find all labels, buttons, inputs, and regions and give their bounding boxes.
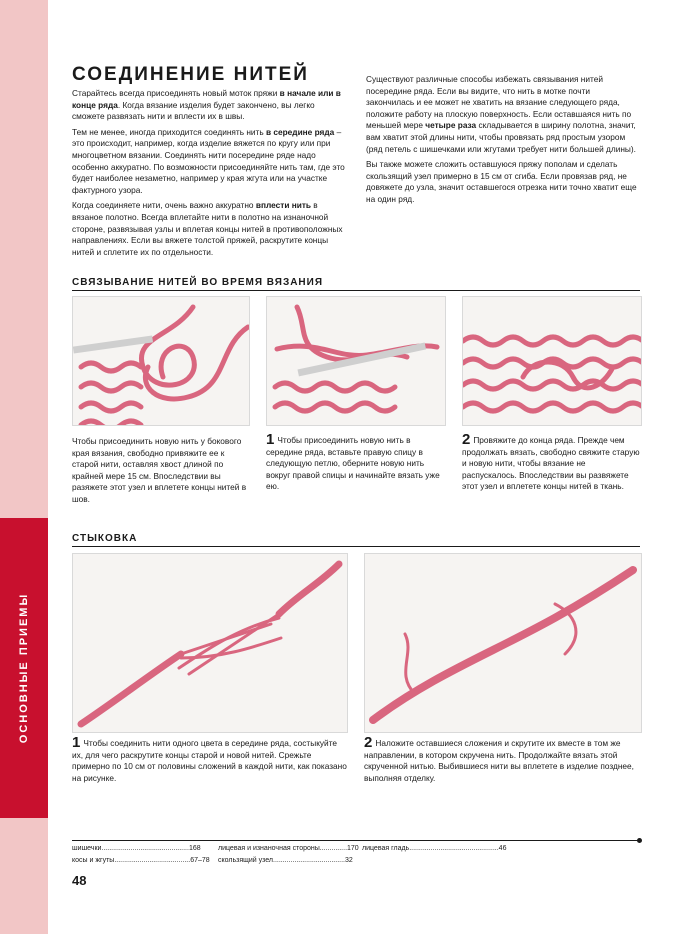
- step-number: 1: [266, 431, 275, 448]
- index-entry-2[interactable]: лицевая и изнаночная стороны..............170: [218, 845, 359, 852]
- section1-caption-0: Чтобы присоединить новую нить у бокового края вязания, свободно привяжите ее к старой нити, оставляя хвост длиной по крайней мере 15 см. Впоследствии вы разяжете этот узел и вплетете концы нитей в шов.: [72, 436, 247, 504]
- intro-left-p1: Старайтесь всегда присоединять новый моток пряжи в начале или в конце ряда. Когда вязание изделия будет закончено, вы легко сможете развязать нити и вплести их в швы.: [72, 88, 341, 122]
- section1-heading: СВЯЗЫВАНИЕ НИТЕЙ ВО ВРЕМЯ ВЯЗАНИЯ: [72, 277, 324, 288]
- section2-caption-0: 1 Чтобы соединить нити одного цвета в середине ряда, состыкуйте их, для чего раскрутите концы старой и новой нитей. Срежьте примерно по 10 см от половины сложений в каждой нити, как показано на рисунке.: [72, 734, 347, 783]
- rule-end-dot: [637, 838, 642, 843]
- section1-rule: [72, 290, 640, 291]
- intro-right-p2: Вы также можете сложить оставшуюся пряжу пополам и сделать скользящий узел примерно в 15 см от сгиба. Если провязав ряд, не довяжете до узла, значит оставшегося отрезка нити точно хватит еще на один ряд.: [366, 159, 637, 204]
- intro-right-p1: Существуют различные способы избежать связывания нитей посередине ряда. Если вы видите, что нить в мотке почти закончилась и ее может не хватить на вязание следующего ряда, положите работу на плоскую поверхность. Если оставшаяся нить по меньшей мере четыре раза складывается в ширину полотна, значит, вам хватит этой длины нити, чтобы провязать ряд простым узором (ряд петель с шишечками или жгутами требует нити большей длины).: [366, 74, 636, 154]
- index-entry-1[interactable]: косы и жгуты.......................................67–78: [72, 857, 210, 864]
- index-rule: [72, 840, 638, 841]
- index-entry-3[interactable]: скользящий узел.....................................32: [218, 857, 353, 864]
- section2-heading: СТЫКОВКА: [72, 533, 138, 544]
- illustration-join-middle: [266, 296, 446, 426]
- intro-left-p2: Тем не менее, иногда приходится соединять нить в середине ряда – это происходит, например, когда изделие вяжется по кругу или при многоцветном вязании. Соединять нити посередине ряде надо особенно аккуратно. По возможности присоединяйте нить там, где это будет наиболее незаметно, например у края жгута или на участке фактурного узора.: [72, 126, 345, 195]
- section1-caption-2: 2 Провяжите до конца ряда. Прежде чем продолжать вязать, свободно свяжите старую и новую нити, чтобы вязание не распускалось. Впоследствии вы развяжете этот узел и вплетете концы нитей в ткань.: [462, 431, 640, 492]
- step-number: 1: [72, 734, 81, 751]
- illustration-knot-edge: [72, 296, 250, 426]
- intro-left-p3: Когда соединяете нити, очень важно аккуратно вплести нить в вязаное полотно. Всегда вплетайте нити в полотно на изнаночной стороне, развязывая узлы и вплетая концы нитей в противоположных направлениях. Если вы вяжете толстой пряжей, раскрутите концы нитей и сплетите их по отдельности.: [72, 200, 343, 257]
- index-entry-4[interactable]: лицевая гладь..............................................46: [362, 845, 507, 852]
- intro-left-column: [72, 88, 348, 262]
- section2-caption-1: 2 Наложите оставшиеся сложения и скрутите их вместе в том же направлении, в котором скручена нить. Продолжайте вязать этой скрученной нитью. Выбившиеся нити вы вплетете в изделие позднее, выполняя отделку.: [364, 734, 634, 783]
- section2-rule: [72, 546, 640, 547]
- index-entry-0[interactable]: шишечки.............................................168: [72, 845, 201, 852]
- chapter-tab-label: ОСНОВНЫЕ ПРИЕМЫ: [18, 592, 30, 744]
- page-title: СОЕДИНЕНИЕ НИТЕЙ: [72, 64, 309, 85]
- illustration-untwist-plies: [72, 553, 348, 733]
- section1-caption-1: 1 Чтобы присоединить новую нить в середине ряда, вставьте правую спицу в следующую петлю, оберните новую нить вокруг правой спицы и начинайте вязать уже ею.: [266, 431, 440, 492]
- page-number: 48: [72, 873, 87, 888]
- intro-right-column: [366, 74, 638, 210]
- step-number: 2: [364, 734, 373, 751]
- illustration-tie-ends: [462, 296, 642, 426]
- step-number: 2: [462, 431, 471, 448]
- illustration-twist-plies: [364, 553, 642, 733]
